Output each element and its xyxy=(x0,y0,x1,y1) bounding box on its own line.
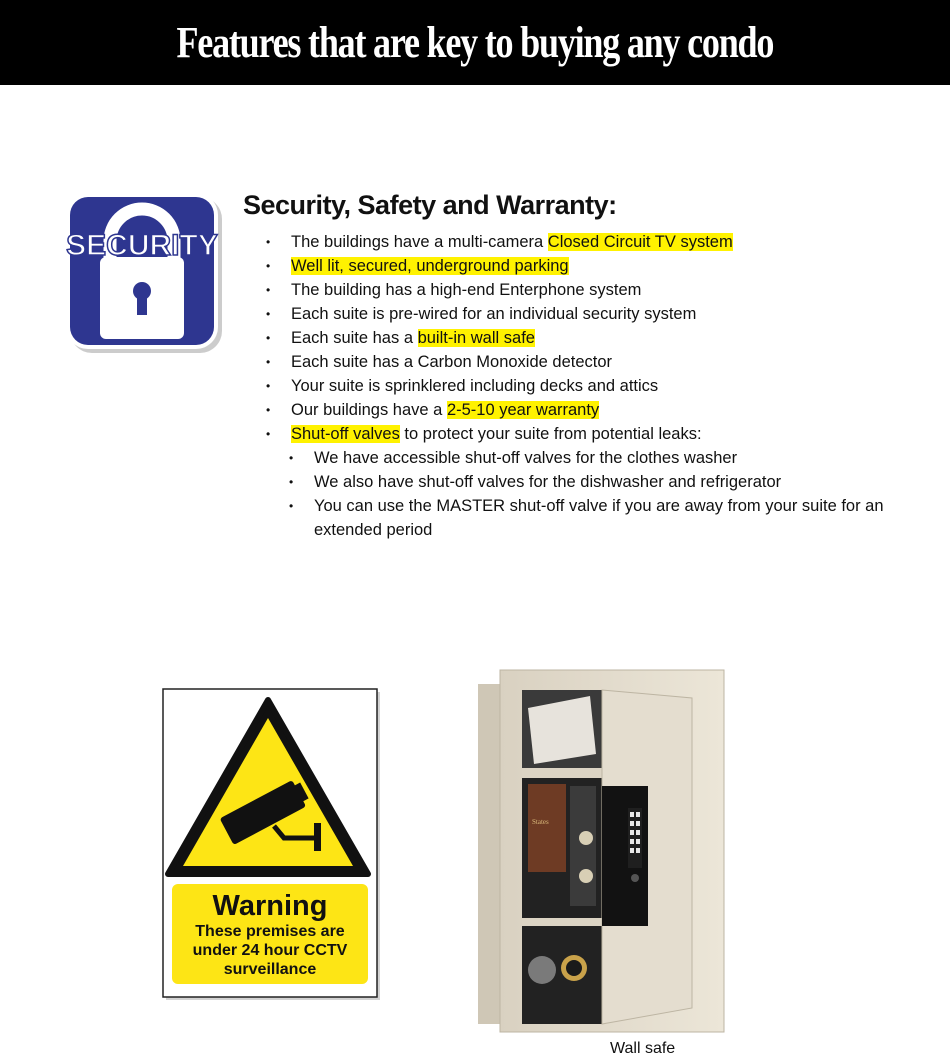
highlight: Closed Circuit TV system xyxy=(547,233,733,251)
safe-caption: Wall safe xyxy=(610,1040,676,1057)
list-item: • The buildings have a multi-camera Closed Circuit TV system xyxy=(266,230,894,254)
list-item: • Each suite has a built-in wall safe xyxy=(266,326,894,350)
list-item: • Your suite is sprinklered including decks and attics xyxy=(266,374,894,398)
security-icon-label: SECURITY xyxy=(66,229,218,262)
sign-line: These premises are xyxy=(195,923,345,940)
feature-list xyxy=(266,230,894,542)
list-item: • Each suite is pre-wired for an individual security system xyxy=(266,302,894,326)
passport-text: States xyxy=(532,818,549,826)
sub-list-item: • We also have shut-off valves for the dishwasher and refrigerator xyxy=(289,470,894,494)
list-item: • Each suite has a Carbon Monoxide detector xyxy=(266,350,894,374)
title-banner xyxy=(0,0,950,85)
list-item: • Our buildings have a 2-5-10 year warranty xyxy=(266,398,894,422)
page-title: Features that are key to buying any condo xyxy=(176,18,774,67)
section-heading: Security, Safety and Warranty: xyxy=(243,190,617,220)
highlight: Shut-off valves xyxy=(291,425,400,443)
sub-list xyxy=(266,446,894,542)
highlight: 2-5-10 year warranty xyxy=(446,401,600,419)
list-item: • Shut-off valves to protect your suite from potential leaks: xyxy=(266,422,894,446)
cctv-warning-sign xyxy=(162,688,380,1000)
list-item: • The building has a high-end Enterphone system xyxy=(266,278,894,302)
sub-list-item: • You can use the MASTER shut-off valve if you are away from your suite for an extended period xyxy=(289,494,894,542)
security-lock-icon xyxy=(66,193,224,355)
sign-line: under 24 hour CCTV xyxy=(192,942,348,959)
sign-line: surveillance xyxy=(223,961,317,978)
wall-safe-image xyxy=(478,668,728,1036)
sub-list-item: • We have accessible shut-off valves for the clothes washer xyxy=(289,446,894,470)
sign-warning-title: Warning xyxy=(212,890,328,922)
highlight: built-in wall safe xyxy=(417,329,535,347)
highlight: Well lit, secured, underground parking xyxy=(291,257,569,275)
list-item xyxy=(266,254,894,278)
